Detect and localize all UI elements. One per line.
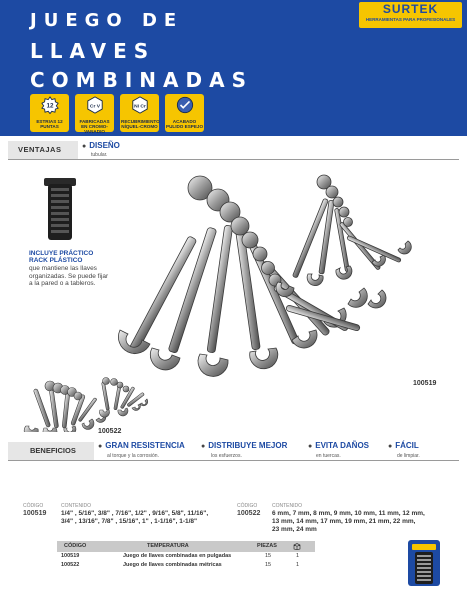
wrench-set-100519-image [110,170,430,382]
row-2-description: Juego de llaves combinadas métricas [123,562,222,568]
wrench-set-100522-image [20,376,150,432]
row-1-code: 100519 [61,553,80,559]
chrome-vanadium-icon [86,96,104,114]
code-left: 100519 [23,510,47,517]
badge-label-4: ACABADO PULIDO ESPEJO [166,119,204,129]
content-col-head-left: CONTENIDO [61,503,91,509]
table-header-row [57,541,315,552]
content-right-line-2: 13 mm, 14 mm, 17 mm, 19 mm, 21 mm, 22 mm, [272,518,416,525]
benefit-title-4: ● FÁCIL [388,441,419,450]
badge-label-3: RECUBRIMIENTO NÍQUEL-CROMO [121,119,160,129]
badge-icon-text-2: Cr V [89,104,100,110]
row-2-box: 1 [296,562,300,568]
table-row [57,552,315,561]
feature-diseno-title: ● DISEÑO [82,141,120,150]
brand-name: SURTEK [382,2,439,16]
benefit-title-2: ● DISTRIBUYE MEJOR [201,441,287,450]
twelve-points-icon [41,96,59,114]
table-header-code: CÓDIGO [64,543,87,549]
table-header-description: TEMPERATURA [147,543,189,549]
brand-tagline: HERRAMIENTAS PARA PROFESIONALES [365,17,456,22]
ventajas-divider [8,159,459,160]
row-1-box: 1 [296,553,300,559]
model-label-100522: 100522 [98,428,122,435]
wrench-rack-image [38,176,82,242]
feature-diseno-sub: tubular. [91,152,108,158]
content-right-line-1: 6 mm, 7 mm, 8 mm, 9 mm, 10 mm, 11 mm, 12 mm, [272,510,425,517]
content-left-line-1: 1/4" , 5/16", 3/8" , 7/16", 1/2" , 9/16", 5/8", 11/16", [61,510,209,517]
rack-title: INCLUYE PRÁCTICO RACK PLÁSTICO [29,250,94,264]
box-icon [293,543,301,550]
badge-nickel-chrome [120,94,159,132]
rack-description: que mantiene las llaves organizadas. Se puede fijar a la pared o a tableros. [29,265,109,287]
badge-mirror-polish [165,94,204,132]
title-line-3: COMBINADAS [30,68,253,92]
table-row [57,561,315,570]
content-col-head-right: CONTENIDO [272,503,302,509]
ventajas-label: VENTAJAS [8,141,78,159]
badge-twelve-points [30,94,69,132]
benefit-sub-2: los esfuerzos. [211,453,242,459]
content-left-line-2: 3/4" , 13/16", 7/8" , 15/16", 1" , 1-1/16", 1-1/8" [61,518,198,525]
product-table [57,541,315,570]
model-label-100519: 100519 [413,380,437,387]
row-2-code: 100522 [61,562,80,568]
benefit-title-1: ● GRAN RESISTENCIA [98,441,185,450]
title-line-1: JUEGO DE [30,10,184,31]
header-banner [0,0,467,136]
nickel-chrome-icon [131,96,149,114]
content-right-line-3: 23 mm, 24 mm [272,526,317,533]
badge-label-2: FABRICADAS EN CROMO-VANADIO [79,119,110,134]
feature-badges [30,94,204,132]
beneficios-divider [8,460,459,461]
code-right: 100522 [237,510,261,517]
packaged-product-image [404,538,444,588]
row-1-description: Juego de llaves combinadas en pulgadas [123,553,232,559]
badge-icon-text-3: Ni Cr [133,104,146,110]
beneficios-label: BENEFICIOS [8,442,94,460]
benefit-sub-4: de limpiar. [397,453,420,459]
benefit-sub-3: en tuercas. [316,453,341,459]
benefit-sub-1: al torque y la corrosión. [107,453,159,459]
code-col-head-right: CÓDIGO [237,503,258,509]
mirror-polish-icon [176,96,194,114]
code-col-head-left: CÓDIGO [23,503,44,509]
surtek-logo [359,2,462,28]
title-line-2: LLAVES [30,39,156,63]
row-1-pieces: 15 [265,553,272,559]
rack-description-block [29,250,109,288]
badge-chrome-vanadium [75,94,114,132]
ventajas-section [0,141,467,159]
benefit-title-3: ● EVITA DAÑOS [308,441,369,450]
badge-icon-text-1: 12 [45,102,54,110]
row-2-pieces: 15 [265,562,272,568]
badge-label-1: ESTRIAS 12 PUNTAS [36,119,63,129]
table-header-pieces: PIEZAS [257,543,277,549]
